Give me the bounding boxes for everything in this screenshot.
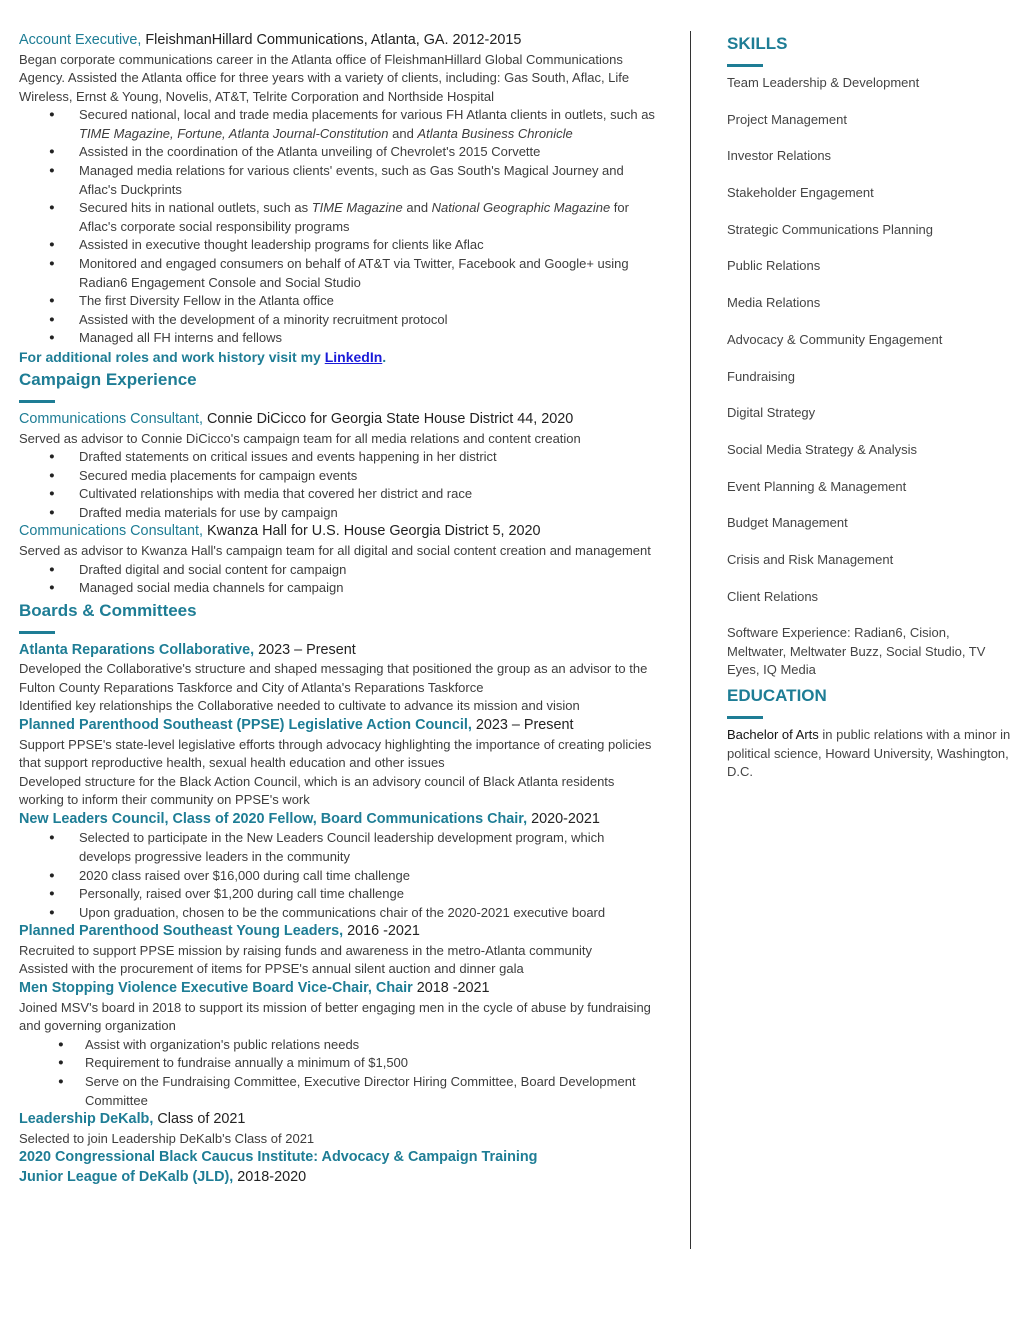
skill-item: Software Experience: Radian6, Cision, Meltwater, Meltwater Buzz, Social Studio, TV Eyes, IQ Media — [727, 625, 986, 677]
role-heading — [19, 810, 659, 830]
additional-roles-note — [19, 348, 659, 367]
sidebar — [727, 31, 1012, 781]
role-details: 2018 -2021 — [412, 980, 490, 997]
list-item: ● Selected to participate in the New Leaders Council leadership development program, which develops progressive leaders in the community — [79, 829, 659, 866]
list-item: ● The first Diversity Fellow in the Atlanta office — [79, 292, 659, 311]
section-underline — [19, 631, 55, 634]
education-entry — [727, 726, 1012, 781]
bullet-text: and — [402, 200, 432, 216]
role-description: Served as advisor to Connie DiCicco's campaign team for all media relations and content creation — [19, 430, 581, 446]
role-description: Selected to join Leadership DeKalb's Class of 2021 — [19, 1130, 315, 1146]
role-title: Men Stopping Violence Executive Board Vice-Chair, Chair — [19, 980, 413, 997]
role-details: Connie DiCicco for Georgia State House District 44, 2020 — [202, 411, 574, 427]
degree-details: in public relations with a minor in political science, Howard University, Washington, D.C. — [727, 727, 1011, 779]
bullet-list — [19, 561, 659, 598]
role-heading — [19, 410, 659, 430]
list-item: ● Cultivated relationships with media that covered her district and race — [79, 485, 659, 504]
role-title: Account Executive, — [19, 32, 142, 48]
publication-name: TIME Magazine — [311, 200, 403, 216]
list-item: ● Managed social media channels for campaign — [79, 579, 659, 598]
role-details: 2018-2020 — [233, 1168, 307, 1185]
role-heading — [19, 922, 659, 942]
bullet-list — [19, 448, 659, 522]
linkedin-link[interactable]: LinkedIn — [324, 349, 383, 365]
skill-item: Advocacy & Community Engagement — [727, 331, 943, 347]
skills-list — [727, 74, 1012, 679]
skill-item: Team Leadership & Development — [727, 75, 920, 90]
list-item: ● Drafted media materials for use by campaign — [79, 504, 659, 523]
role-details: FleishmanHillard Communications, Atlanta, GA. 2012-2015 — [141, 32, 522, 48]
role-title: Communications Consultant, — [19, 523, 203, 540]
skill-item: Stakeholder Engagement — [727, 185, 874, 201]
section-underline — [727, 64, 763, 67]
list-item: ● Drafted digital and social content for campaign — [79, 561, 659, 580]
list-item: ● Requirement to fundraise annually a minimum of $1,500 — [85, 1054, 659, 1073]
bullet-list — [19, 1036, 659, 1110]
role-description: Served as advisor to Kwanza Hall's campaign team for all digital and social content creation and management — [19, 542, 651, 558]
list-item: ● 2020 class raised over $16,000 during call time challenge — [79, 867, 659, 886]
publication-name: TIME Magazine, Fortune, Atlanta Journal-Constitution — [79, 125, 389, 141]
role-title: Atlanta Reparations Collaborative, — [19, 641, 255, 658]
role-heading — [19, 979, 659, 999]
role-description: Support PPSE's state-level legislative efforts through advocacy highlighting the importance of creating policies that support reproductive health, sexual health education and other issues — [19, 736, 652, 771]
skill-item: Fundraising — [727, 368, 795, 384]
list-item: ● Managed media relations for various clients' events, such as Gas South's Magical Journey and Aflac's Duckprints — [79, 162, 659, 199]
role-description: Joined MSV's board in 2018 to support its mission of better engaging men in the cycle of abuse by fundraising and governing organization — [19, 999, 651, 1034]
publication-name: Atlanta Business Chronicle — [417, 125, 573, 141]
skill-item: Budget Management — [727, 515, 848, 531]
list-item: ● Assisted in the coordination of the Atlanta unveiling of Chevrolet's 2015 Corvette — [79, 143, 659, 162]
list-item: ● Personally, raised over $1,200 during call time challenge — [79, 885, 659, 904]
role-title: New Leaders Council, Class of 2020 Fellow, Board Communications Chair, — [19, 810, 528, 827]
role-heading — [19, 522, 659, 542]
list-item: ● Drafted statements on critical issues and events happening in her district — [79, 448, 659, 467]
role-title: Junior League of DeKalb (JLD), — [19, 1168, 234, 1185]
role-heading — [19, 1110, 659, 1130]
list-item — [79, 199, 659, 236]
list-item: ● Serve on the Fundraising Committee, Executive Director Hiring Committee, Board Development Committee — [85, 1073, 659, 1110]
role-details: 2023 – Present — [471, 717, 574, 734]
skill-item: Digital Strategy — [727, 405, 816, 421]
role-title: Planned Parenthood Southeast Young Leaders, — [19, 923, 344, 940]
skills-heading: SKILLS — [727, 34, 788, 53]
note-end: . — [382, 349, 387, 365]
role-details: 2023 – Present — [254, 641, 356, 658]
main-column — [19, 31, 659, 1187]
role-description: Developed structure for the Black Action Council, which is an advisory council of Black Atlanta residents working to inform their community on PPSE's work — [19, 773, 615, 808]
role-title: Communications Consultant, — [19, 411, 203, 427]
role-details: Class of 2021 — [153, 1111, 246, 1128]
skill-item: Media Relations — [727, 295, 821, 311]
list-item: ● Managed all FH interns and fellows — [79, 329, 659, 348]
note-text: For additional roles and work history visit my — [19, 349, 325, 365]
role-heading — [19, 716, 659, 736]
skill-item: Social Media Strategy & Analysis — [727, 441, 918, 457]
section-underline — [727, 716, 763, 719]
role-heading — [19, 1148, 659, 1168]
role-heading — [19, 641, 659, 661]
role-heading — [19, 31, 659, 51]
role-heading — [19, 1168, 659, 1188]
section-heading-boards: Boards & Committees — [19, 600, 197, 620]
skill-item: Project Management — [727, 111, 847, 127]
section-underline — [19, 400, 55, 403]
role-details: 2016 -2021 — [343, 923, 420, 940]
list-item: ● Upon graduation, chosen to be the communications chair of the 2020-2021 executive board — [79, 904, 659, 923]
role-description: Identified key relationships the Collaborative needed to cultivate to advance its mission and vision — [19, 698, 580, 714]
role-description: Began corporate communications career in the Atlanta office of FleishmanHillard Global Communications Agency. Assisted the Atlanta office for three years with a variety of clients, including: Gas South, Aflac, Life Wireless, Ernst & Young, Novelis, AT&T, Telrite Corporation and Northside Hospital — [19, 51, 630, 104]
skill-item: Event Planning & Management — [727, 478, 907, 494]
bullet-text: for Aflac's corporate social responsibility programs — [79, 200, 629, 234]
skill-item: Public Relations — [727, 258, 821, 274]
role-description: Recruited to support PPSE mission by raising funds and awareness in the metro-Atlanta community — [19, 942, 592, 958]
bullet-text: Secured national, local and trade media placements for various FH Atlanta clients in outlets, such as — [79, 107, 655, 123]
skill-item: Crisis and Risk Management — [727, 551, 894, 567]
list-item: ● Assist with organization's public relations needs — [85, 1036, 659, 1055]
role-title: Planned Parenthood Southeast (PPSE) Legislative Action Council, — [19, 717, 472, 734]
degree: Bachelor of Arts — [727, 727, 819, 743]
role-title: 2020 Congressional Black Caucus Institute: Advocacy & Campaign Training — [19, 1149, 538, 1166]
education-heading: EDUCATION — [727, 686, 827, 706]
publication-name: National Geographic Magazine — [431, 200, 611, 216]
skill-item: Investor Relations — [727, 148, 832, 164]
list-item: ● Assisted with the development of a minority recruitment protocol — [79, 311, 659, 330]
role-details: Kwanza Hall for U.S. House Georgia District 5, 2020 — [202, 523, 541, 540]
list-item: ● Monitored and engaged consumers on behalf of AT&T via Twitter, Facebook and Google+ using Radian6 Engagement Console and Social Studio — [79, 255, 659, 292]
bullet-list — [19, 829, 659, 922]
section-heading-campaign: Campaign Experience — [19, 370, 197, 389]
role-details: 2020-2021 — [527, 810, 600, 827]
list-item: ● Assisted in executive thought leadership programs for clients like Aflac — [79, 236, 659, 255]
bullet-text: and — [388, 125, 418, 141]
skill-item: Strategic Communications Planning — [727, 221, 933, 237]
role-description: Assisted with the procurement of items for PPSE's annual silent auction and dinner gala — [19, 961, 524, 977]
skill-item: Client Relations — [727, 588, 819, 604]
bullet-text: Secured hits in national outlets, such as — [79, 200, 312, 216]
list-item — [79, 106, 659, 143]
role-title: Leadership DeKalb, — [19, 1111, 154, 1128]
role-description: Developed the Collaborative's structure and shaped messaging that positioned the group as an advisor to the Fulton County Reparations Taskforce and City of Atlanta's Reparations Taskforce — [19, 661, 648, 695]
column-divider — [690, 31, 691, 1249]
list-item: ● Secured media placements for campaign events — [79, 467, 659, 486]
bullet-list — [19, 106, 659, 348]
